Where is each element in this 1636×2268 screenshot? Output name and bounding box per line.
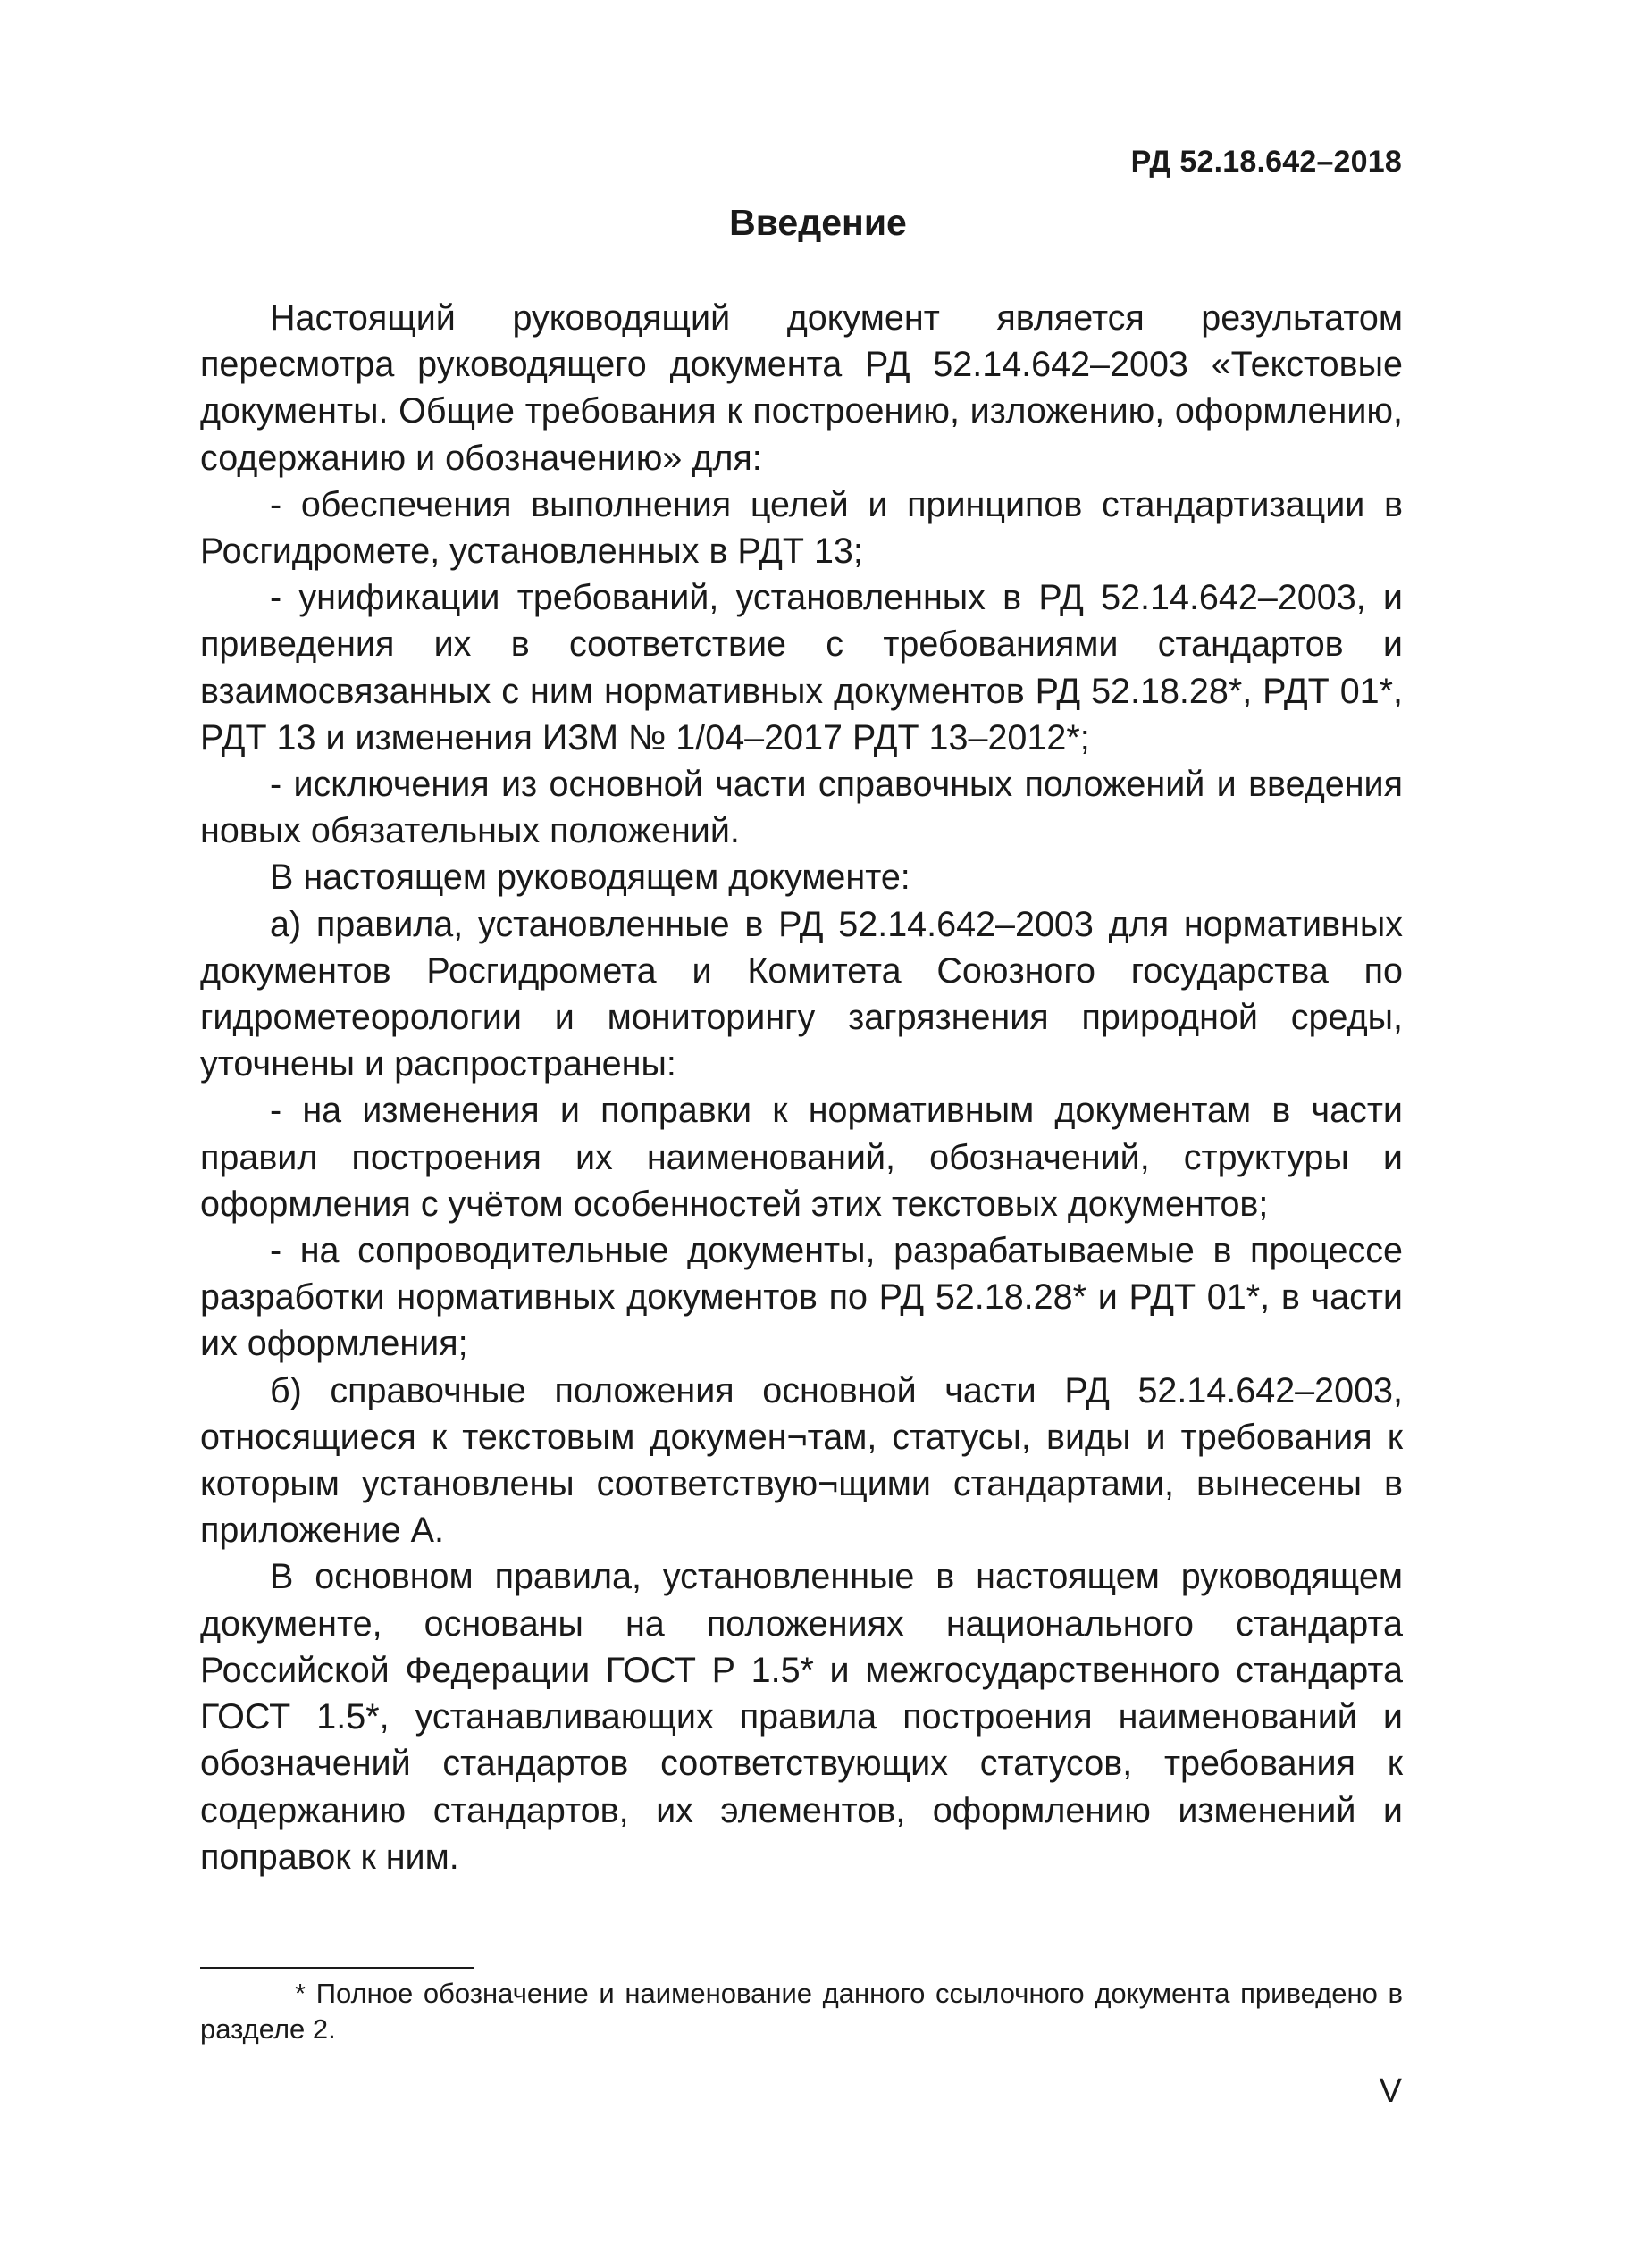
list-item: - на изменения и поправки к нормативным документам в части правил построения их наименований, обозначений, структуры и оформления с учётом особенностей этих текстовых документов;: [200, 1091, 1403, 1224]
document-code: РД 52.18.642–2018: [1130, 145, 1402, 179]
list-item: - на сопроводительные документы, разрабатываемые в процессе разработки нормативных документов по РД 52.18.28* и РДТ 01*, в части их оформления;: [200, 1231, 1403, 1364]
page-number: V: [1379, 2072, 1402, 2110]
list-item: - унификации требований, установленных в РД 52.14.642–2003, и приведения их в соответствие с требованиями стандартов и взаимосвязанных с ним нормативных документов РД 52.18.28*, РДТ 01*, РДТ 13 и изменения ИЗМ № 1/04–2017 РДТ 13–2012*;: [200, 578, 1403, 757]
footnote: [200, 1976, 1403, 2047]
paragraph: В основном правила, установленные в настоящем руководящем документе, основаны на положениях национального стандарта Российской Федерации ГОСТ Р 1.5* и межгосударственного стандарта ГОСТ 1.5*, устанавливающих правила построения наименований и обозначений стандартов соответствующих статусов, требования к содержанию стандартов, их элементов, оформлению изменений и поправок к ним.: [200, 1557, 1403, 1877]
paragraph-intro: Настоящий руководящий документ является результатом пересмотра руководящего документа РД 52.14.642–2003 «Текстовые документы. Общие требования к построению, изложению, оформлению, содержанию и обозначению» для:: [200, 298, 1403, 478]
list-item: - исключения из основной части справочных положений и введения новых обязательных положений.: [200, 765, 1403, 851]
list-item: а) правила, установленные в РД 52.14.642–2003 для нормативных документов Росгидромета и Комитета Союзного государства по гидрометеорологии и мониторингу загрязнения природной среды, уточнены и распространены:: [200, 904, 1403, 1084]
section-heading: Введение: [729, 202, 907, 243]
paragraph: В настоящем руководящем документе:: [270, 858, 910, 898]
body-text: [200, 295, 1403, 1880]
list-item: б) справочные положения основной части РД 52.14.642–2003, относящиеся к текстовым докумен¬там, статусы, виды и требования к которым установлены соответствую¬щими стандартами, вынесены в приложение А.: [200, 1370, 1403, 1551]
footnote-text: * Полное обозначение и наименование данного ссылочного документа приведено в разделе 2.: [200, 1978, 1403, 2045]
list-item: - обеспечения выполнения целей и принципов стандартизации в Росгидромете, установленных в РДТ 13;: [200, 484, 1403, 572]
footnote-divider: [200, 1967, 474, 1969]
